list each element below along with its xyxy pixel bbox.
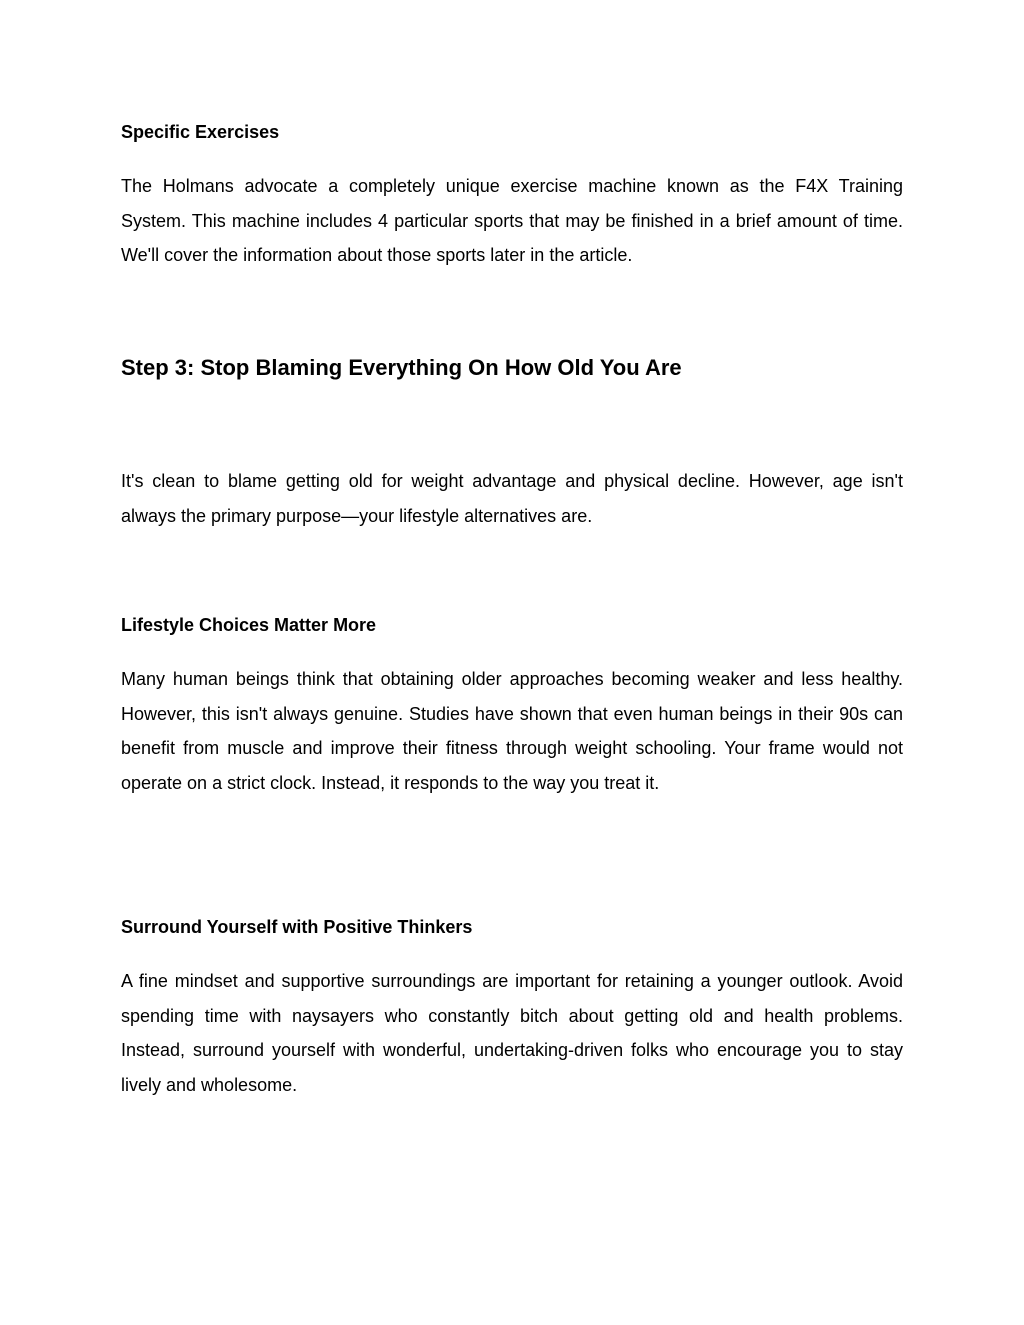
- section-heading-step-3: Step 3: Stop Blaming Everything On How Old You Are: [121, 355, 682, 380]
- paragraph-lifestyle-choices: Many human beings think that obtaining older approaches becoming weaker and less healthy. However, this isn't always genuine. Studies have shown that even human beings in their 90s can benefit from muscle and improve their fitness through weight schooling. Your frame would not operate on a strict clock. Instead, it responds to the way you treat it.: [121, 669, 903, 793]
- section-heading-positive-thinkers: Surround Yourself with Positive Thinkers: [121, 917, 473, 937]
- paragraph-positive-thinkers: A fine mindset and supportive surroundings are important for retaining a younger outlook. Avoid spending time with naysayers who constantly bitch about getting old and health problems. Instead, surround yourself with wonderful, undertaking-driven folks who encourage you to stay lively and wholesome.: [121, 971, 903, 1095]
- section-heading-specific-exercises: Specific Exercises: [121, 122, 280, 142]
- paragraph-specific-exercises: The Holmans advocate a completely unique exercise machine known as the F4X Training System. This machine includes 4 particular sports that may be finished in a brief amount of time. We'll cover the information about those sports later in the article.: [121, 176, 903, 266]
- section-heading-lifestyle-choices: Lifestyle Choices Matter More: [121, 615, 377, 635]
- paragraph-step-3: It's clean to blame getting old for weight advantage and physical decline. However, age isn't always the primary purpose—your lifestyle alternatives are.: [121, 471, 903, 526]
